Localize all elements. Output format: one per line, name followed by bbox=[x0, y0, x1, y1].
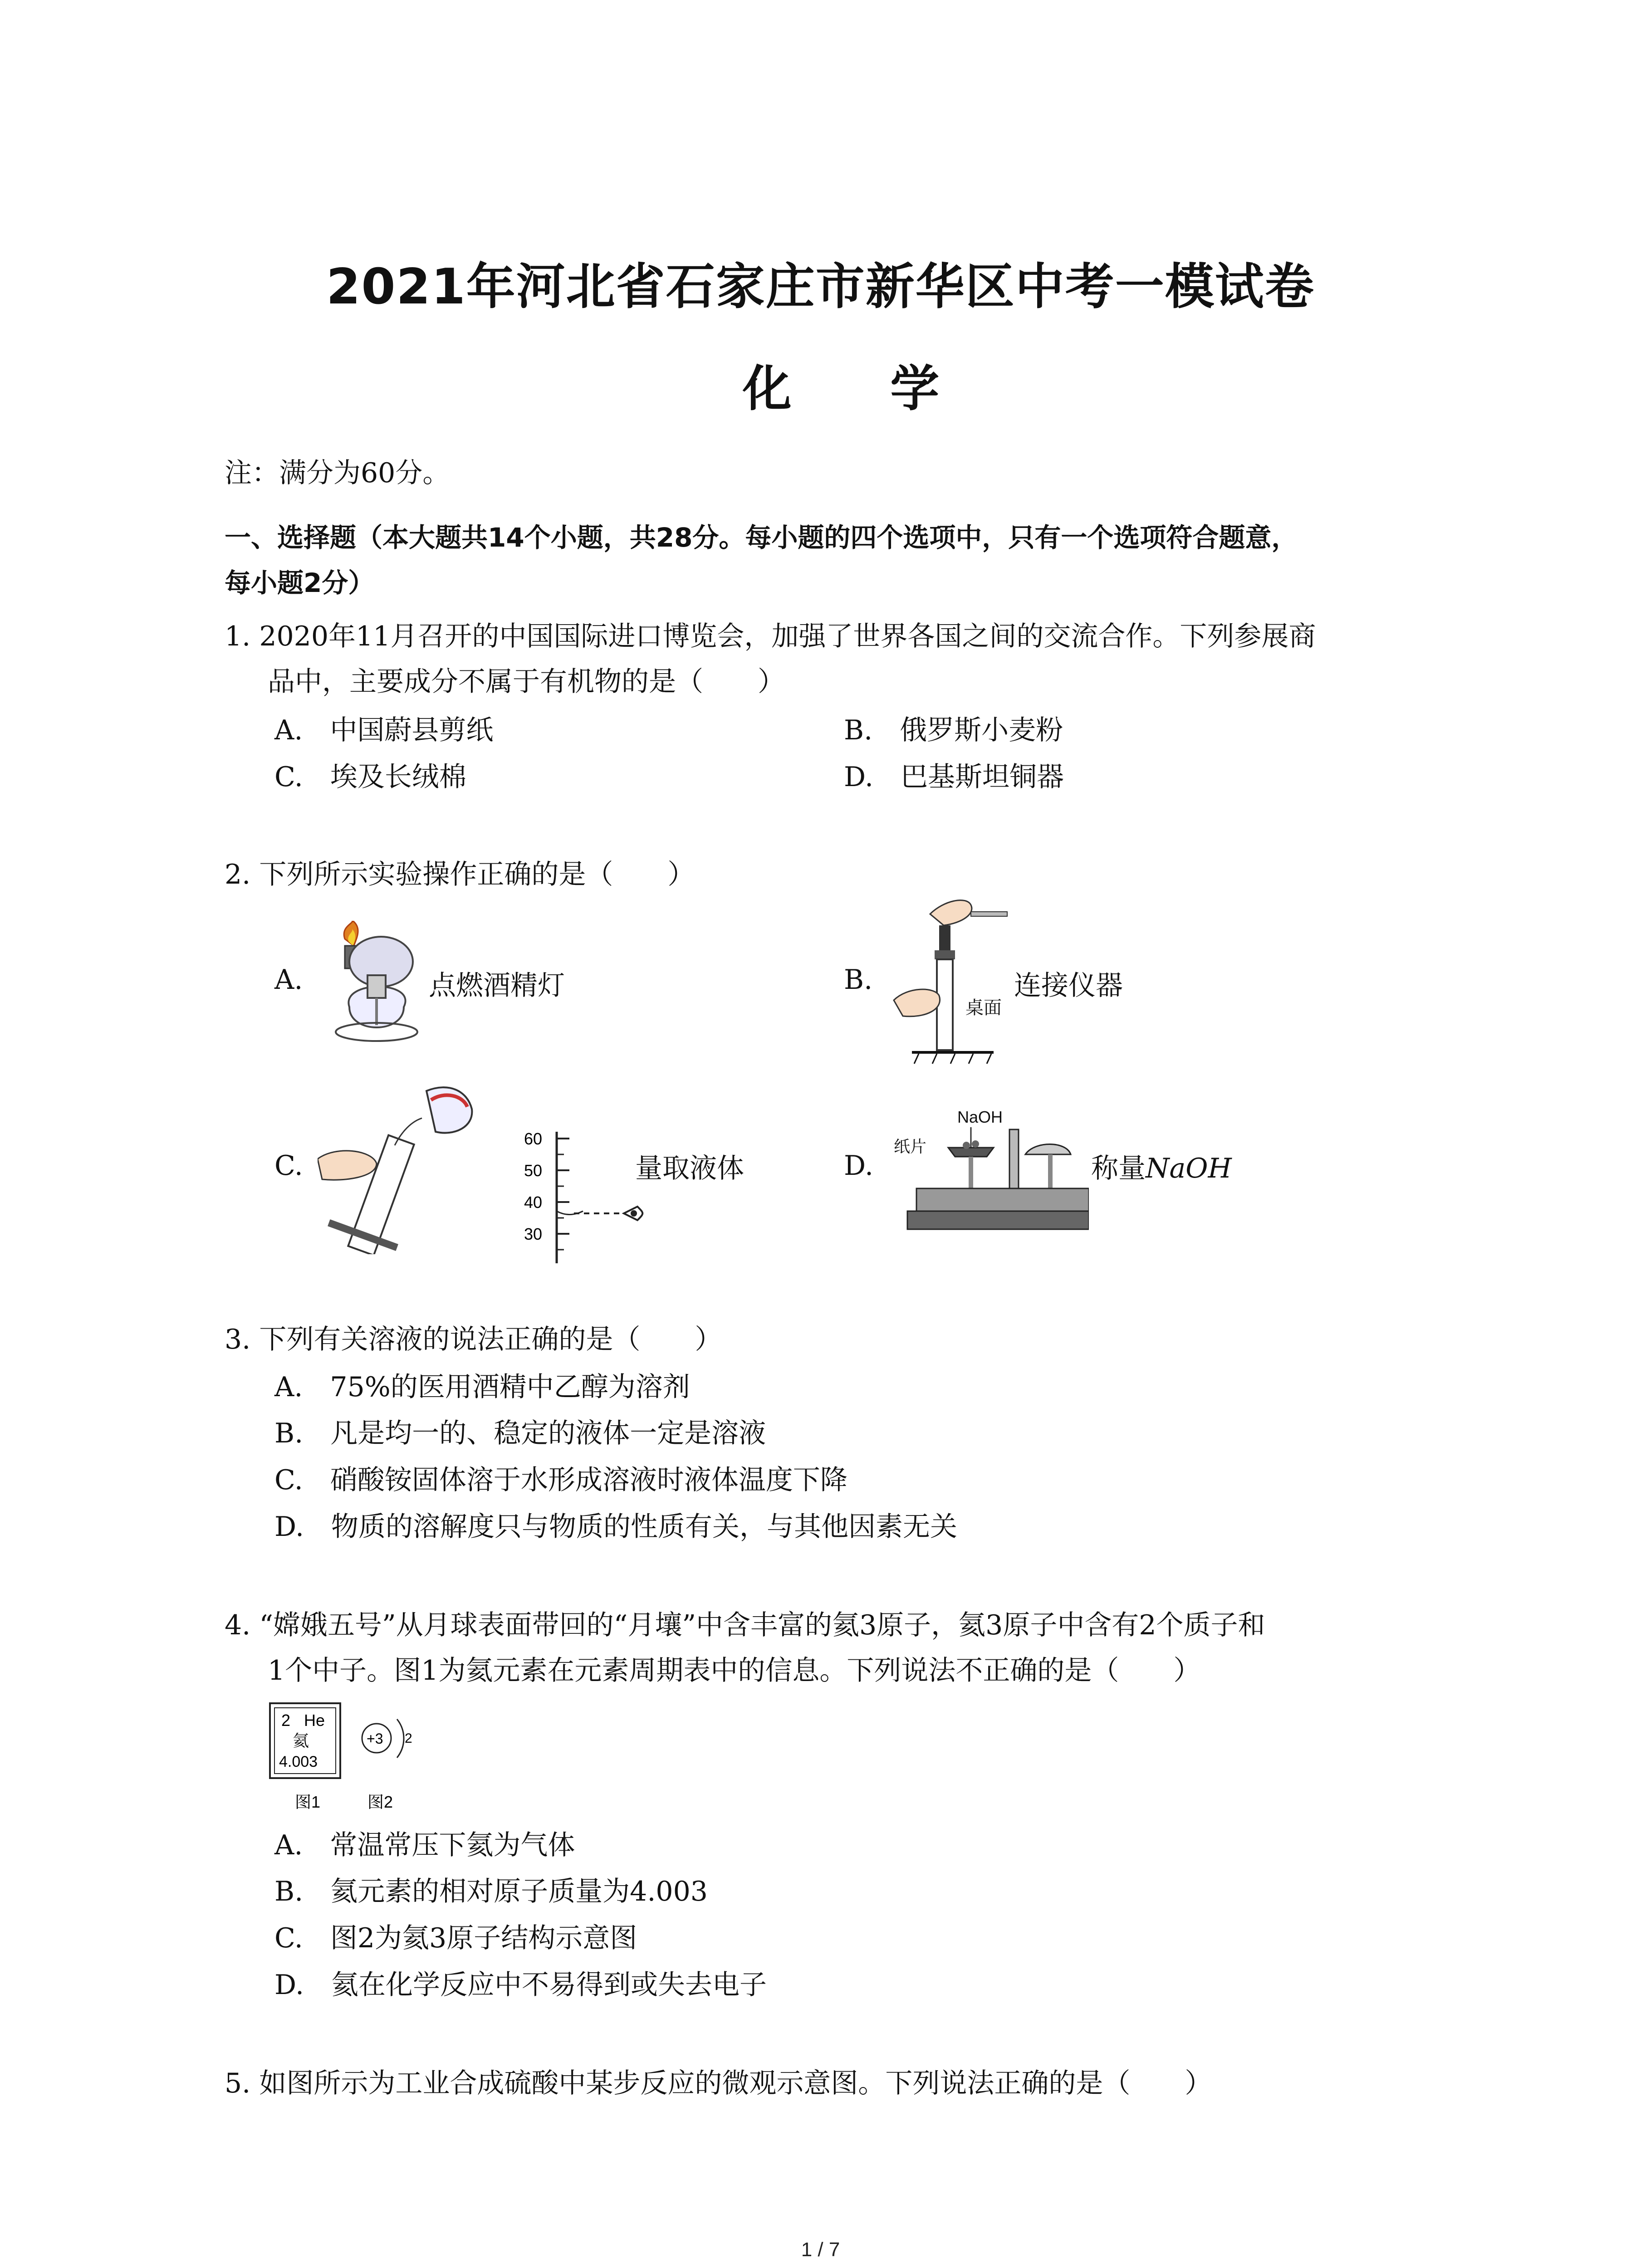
section-heading-line1: 一、选择题（本大题共14个小题，共28分。每小题的四个选项中，只有一个选项符合题意， bbox=[225, 522, 1298, 553]
helium-figures bbox=[268, 1701, 426, 1819]
score-note: 注：满分为60分。 bbox=[225, 457, 450, 489]
q2-option-d-letter[interactable]: D. bbox=[844, 1150, 874, 1182]
q1-option-c[interactable]: C. 埃及长绒棉 bbox=[274, 761, 466, 793]
subject-title: 化 学 bbox=[742, 361, 980, 417]
page-title: 2021年河北省石家庄市新华区中考一模试卷 bbox=[326, 259, 1315, 315]
q1-option-a[interactable]: A. 中国蔚县剪纸 bbox=[274, 714, 494, 746]
he-symbol: He bbox=[304, 1711, 325, 1730]
q2-stem: 2. 下列所示实验操作正确的是（ ） bbox=[225, 859, 695, 890]
q2-option-a-label[interactable]: 点燃酒精灯 bbox=[429, 970, 565, 1002]
q1-option-d[interactable]: D. 巴基斯坦铜器 bbox=[844, 761, 1064, 793]
alcohol-lamp-image bbox=[313, 921, 426, 1048]
q4-option-a[interactable]: A. 常温常压下氦为气体 bbox=[274, 1829, 575, 1861]
q2-option-c-label[interactable]: 量取液体 bbox=[635, 1153, 744, 1184]
cylinder-tick-60: 60 bbox=[524, 1129, 543, 1148]
q2-option-b-letter[interactable]: B. bbox=[844, 964, 873, 996]
cylinder-tick-40: 40 bbox=[524, 1193, 543, 1212]
nucleus-charge: +3 bbox=[367, 1730, 383, 1747]
figure2-caption: 图2 bbox=[367, 1793, 393, 1811]
naoh-figure-label: NaOH bbox=[957, 1108, 1003, 1126]
cylinder-tick-50: 50 bbox=[524, 1161, 543, 1180]
meniscus-reading-diagram bbox=[515, 1123, 651, 1272]
q1-stem-line2: 品中，主要成分不属于有机物的是（ ） bbox=[268, 666, 785, 698]
electron-count: 2 bbox=[405, 1731, 412, 1746]
q3-option-d[interactable]: D. 物质的溶解度只与物质的性质有关，与其他因素无关 bbox=[274, 1511, 958, 1543]
balance-scale-image bbox=[889, 1102, 1089, 1238]
graduated-cylinder-pour-image bbox=[318, 1082, 490, 1254]
q4-option-c[interactable]: C. 图2为氦3原子结构示意图 bbox=[274, 1922, 637, 1954]
figure1-caption: 图1 bbox=[295, 1793, 321, 1811]
q4-stem-line1: 4. “嫦娥五号”从月球表面带回的“月壤”中含丰富的氦3原子，氦3原子中含有2个质子和 bbox=[225, 1609, 1265, 1641]
q4-option-b[interactable]: B. 氦元素的相对原子质量为4.003 bbox=[274, 1876, 708, 1907]
q3-stem: 3. 下列有关溶液的说法正确的是（ ） bbox=[225, 1324, 722, 1355]
he-atomic-number: 2 bbox=[281, 1711, 291, 1730]
q2-option-d-label[interactable]: 称量NaOH bbox=[1091, 1153, 1232, 1184]
section-heading-line2: 每小题2分） bbox=[225, 567, 375, 598]
q4-stem-line2: 1个中子。图1为氦元素在元素周期表中的信息。下列说法不正确的是（ ） bbox=[268, 1655, 1201, 1686]
he-mass: 4.003 bbox=[279, 1753, 318, 1770]
q3-option-a[interactable]: A. 75%的医用酒精中乙醇为溶剂 bbox=[274, 1371, 690, 1403]
q5-stem: 5. 如图所示为工业合成硫酸中某步反应的微观示意图。下列说法正确的是（ ） bbox=[225, 2068, 1212, 2099]
he-name: 氦 bbox=[293, 1731, 309, 1750]
q2-option-b-label[interactable]: 连接仪器 bbox=[1014, 970, 1123, 1002]
q1-option-b[interactable]: B. 俄罗斯小麦粉 bbox=[844, 714, 1063, 746]
q3-option-c[interactable]: C. 硝酸铵固体溶于水形成溶液时液体温度下降 bbox=[274, 1464, 847, 1496]
q2-option-c-letter[interactable]: C. bbox=[274, 1150, 303, 1182]
connect-apparatus-image bbox=[889, 896, 1025, 1068]
paper-figure-label: 纸片 bbox=[894, 1137, 927, 1156]
q1-stem-line1: 1. 2020年11月召开的中国国际进口博览会，加强了世界各国之间的交流合作。下列参展商 bbox=[225, 621, 1316, 652]
q4-option-d[interactable]: D. 氦在化学反应中不易得到或失去电子 bbox=[274, 1969, 767, 2001]
q2-option-a-letter[interactable]: A. bbox=[274, 964, 303, 996]
desk-surface-label: 桌面 bbox=[965, 998, 1002, 1018]
cylinder-tick-30: 30 bbox=[524, 1225, 543, 1243]
q3-option-b[interactable]: B. 凡是均一的、稳定的液体一定是溶液 bbox=[274, 1418, 766, 1449]
page-number: 1 / 7 bbox=[801, 2239, 840, 2261]
